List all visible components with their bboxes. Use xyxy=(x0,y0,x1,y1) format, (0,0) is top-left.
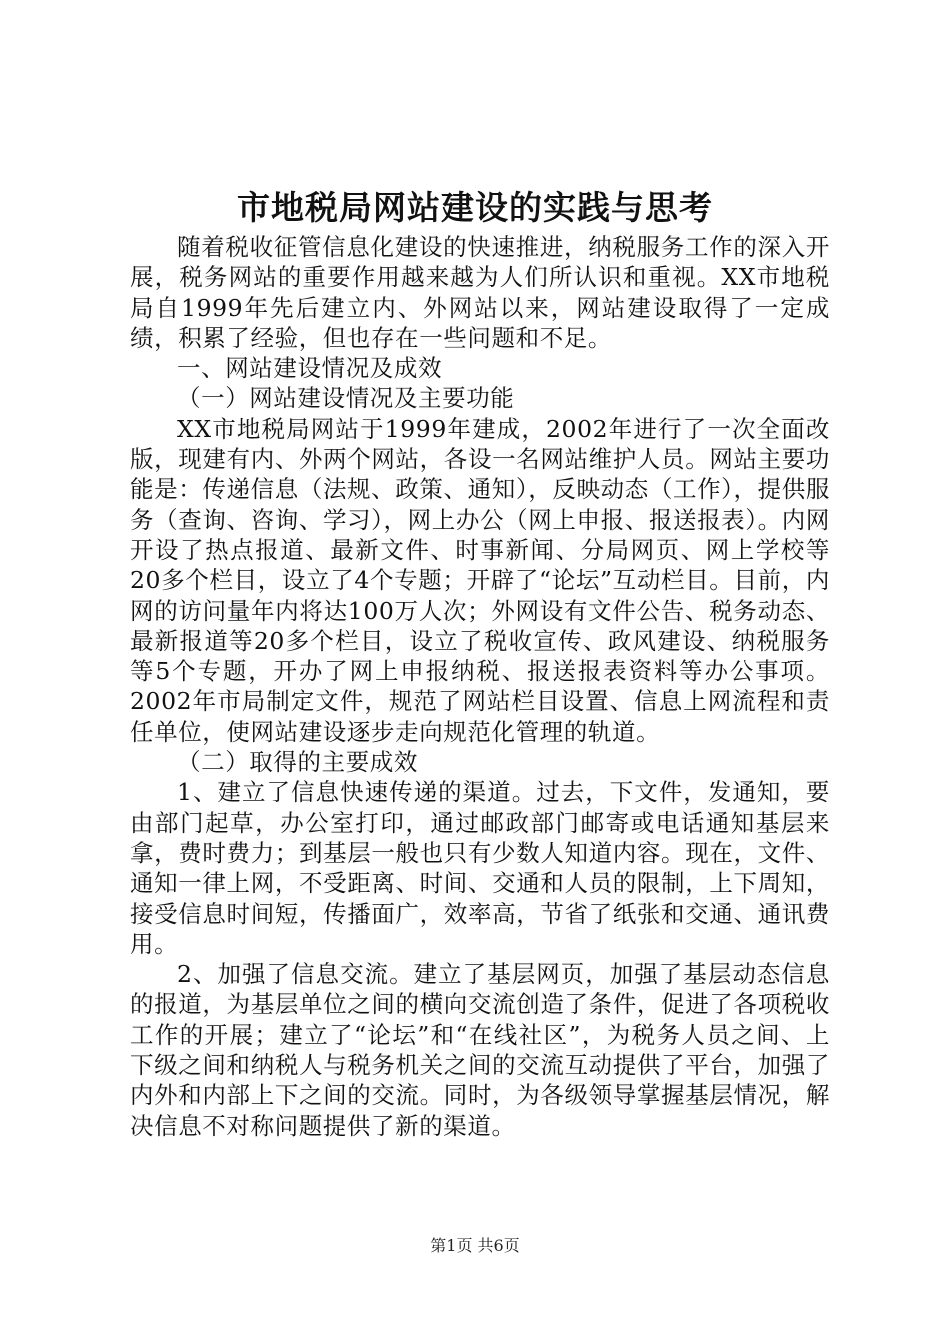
paragraph-achievement-1: 1、建立了信息快速传递的渠道。过去，下文件，发通知，要由部门起草，办公室打印，通过邮政部门邮寄或电话通知基层来拿，费时费力；到基层一般也只有少数人知道内容。现在，文件、通知一律上网，不受距离、时间、交通和人员的限制，上下周知，接受信息时间短，传播面广，效率高，节省了纸张和交通、通讯费用。 xyxy=(130,778,830,958)
section-heading-1: 一、网站建设情况及成效 xyxy=(177,354,443,383)
document-title: 市地税局网站建设的实践与思考 xyxy=(237,188,713,227)
paragraph-website-overview: XX市地税局网站于1999年建成，2002年进行了一次全面改版，现建有内、外两个网站，各设一名网站维护人员。网站主要功能是：传递信息（法规、政策、通知），反映动态（工作），提供服务（查询、咨询、学习），网上办公（网上申报、报送报表）。内网开设了热点报道、最新文件、时事新闻、分局网页、网上学校等20多个栏目，设立了4个专题；开辟了“论坛”互动栏目。目前，内网的访问量年内将达100万人次；外网设有文件公告、税务动态、最新报道等20多个栏目，设立了税收宣传、政风建设、纳税服务等5个专题，开办了网上申报纳税、报送报表资料等办公事项。2002年市局制定文件，规范了网站栏目设置、信息上网流程和责任单位，使网站建设逐步走向规范化管理的轨道。 xyxy=(130,414,830,746)
paragraph-intro: 随着税收征管信息化建设的快速推进，纳税服务工作的深入开展，税务网站的重要作用越来越为人们所认识和重视。XX市地税局自1999年先后建立内、外网站以来，网站建设取得了一定成绩，积累了经验，但也存在一些问题和不足。 xyxy=(130,233,830,352)
paragraph-achievement-2: 2、加强了信息交流。建立了基层网页，加强了基层动态信息的报道，为基层单位之间的横向交流创造了条件，促进了各项税收工作的开展；建立了“论坛”和“在线社区”，为税务人员之间、上下级之间和纳税人与税务机关之间的交流互动提供了平台，加强了内外和内部上下之间的交流。同时，为各级领导掌握基层情况，解决信息不对称问题提供了新的渠道。 xyxy=(130,960,830,1140)
document-body xyxy=(130,232,830,1141)
subsection-heading-1: （一）网站建设情况及主要功能 xyxy=(177,384,515,413)
page-footer: 第1页 共6页 xyxy=(430,1236,520,1255)
subsection-heading-2: （二）取得的主要成效 xyxy=(177,748,418,777)
